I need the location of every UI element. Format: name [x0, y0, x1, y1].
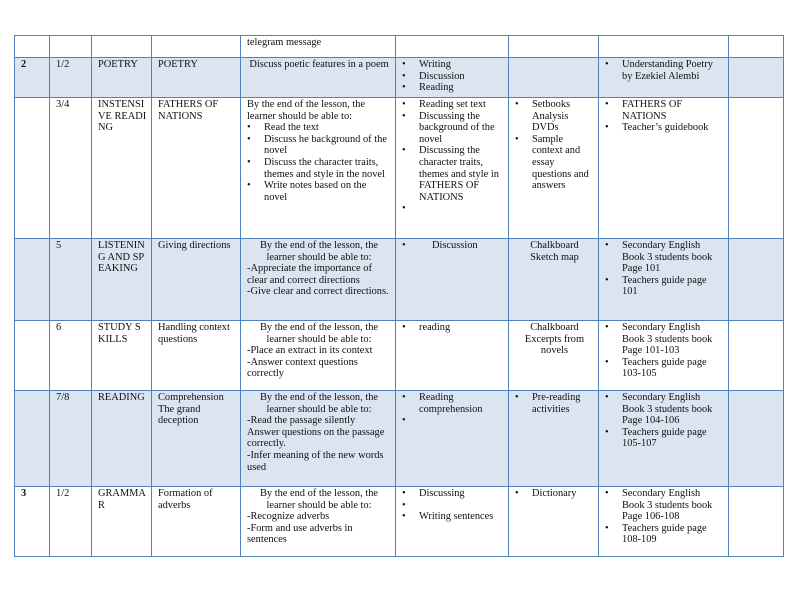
cell-remarks — [729, 36, 784, 58]
cell-remarks — [729, 239, 784, 321]
cell-week — [15, 36, 50, 58]
cell-text: Answer questions on the passage correctly. — [247, 426, 385, 450]
bullet-item: • Understanding Poetry by Ezekiel Alembi — [605, 59, 724, 82]
cell-activities — [396, 321, 509, 391]
cell-text: 1/2 — [56, 488, 70, 499]
cell-learning-aids — [509, 36, 599, 58]
cell-lesson — [50, 391, 92, 487]
bullet-item: • Teacher’s guidebook — [605, 122, 724, 134]
cell-subtopic — [152, 36, 241, 58]
cell-activities — [396, 36, 509, 58]
cell-text: 1/2 — [56, 59, 70, 70]
cell-text: -Answer context questions correctly — [247, 356, 358, 380]
cell-text: 7/8 — [56, 392, 70, 403]
cell-text: FATHERS OF NATIONS — [158, 99, 219, 122]
cell-text: 6 — [56, 322, 62, 333]
cell-text: 3/4 — [56, 99, 70, 110]
cell-remarks — [729, 487, 784, 557]
cell-text: By the end of the lesson, the learner should be able to: — [259, 488, 379, 511]
table-row — [15, 239, 784, 321]
cell-text: LISTENING AND SPEAKING — [98, 240, 145, 275]
cell-subtopic — [152, 98, 241, 239]
cell-learning-aids — [509, 239, 599, 321]
cell-text: Chalkboard Excerpts from novels — [524, 322, 585, 357]
bullet-item: • Teachers guide page 103-105 — [605, 357, 724, 380]
cell-lesson — [50, 487, 92, 557]
cell-activities — [396, 98, 509, 239]
bullet-item: • Write notes based on the novel — [247, 180, 391, 203]
bullet-item: • Teachers guide page 101 — [605, 275, 724, 298]
cell-text: Discuss poetic features in a poem — [249, 59, 389, 70]
bullet-item: • Teachers guide page 105-107 — [605, 427, 724, 450]
cell-text: STUDY SKILLS — [98, 322, 141, 345]
bullet-item: • Discuss he background of the novel — [247, 134, 391, 157]
cell-remarks — [729, 98, 784, 239]
bullet-item: • Reading — [402, 82, 504, 94]
cell-objectives — [241, 36, 396, 58]
cell-references — [599, 391, 729, 487]
bullet-item: • Discussion — [402, 240, 504, 252]
cell-lesson — [50, 98, 92, 239]
cell-learning-aids — [509, 98, 599, 239]
cell-text: Giving directions — [158, 240, 231, 251]
cell-references — [599, 239, 729, 321]
cell-references — [599, 36, 729, 58]
cell-text: POETRY — [158, 59, 198, 70]
cell-references — [599, 58, 729, 98]
cell-week — [15, 58, 50, 98]
cell-text: Comprehension The grand deception — [158, 392, 224, 427]
cell-text: READING — [98, 392, 145, 403]
bullet-item: • Reading set text — [402, 99, 504, 111]
cell-activities — [396, 487, 509, 557]
cell-text: -Recognize adverbs — [247, 511, 330, 523]
cell-text: INSTENSIVE READING — [98, 99, 147, 134]
bullet-item: • Secondary English Book 3 students book Page 104-106 — [605, 392, 724, 427]
bullet-item: • FATHERS OF NATIONS — [605, 99, 724, 122]
cell-text: 2 — [21, 59, 27, 70]
cell-subtopic — [152, 321, 241, 391]
cell-week — [15, 239, 50, 321]
cell-references — [599, 321, 729, 391]
bullet-item: • reading — [402, 322, 504, 334]
cell-learning-aids — [509, 321, 599, 391]
cell-text: -Infer meaning of the new words used — [247, 449, 384, 473]
cell-week — [15, 487, 50, 557]
cell-remarks — [729, 321, 784, 391]
bullet-item — [402, 500, 504, 512]
bullet-item: • Secondary English Book 3 students book Page 101-103 — [605, 322, 724, 357]
cell-topic — [92, 36, 152, 58]
cell-text: By the end of the lesson, the learner should be able to: — [247, 99, 366, 122]
cell-topic — [92, 321, 152, 391]
bullet-item: • Secondary English Book 3 students book Page 106-108 — [605, 488, 724, 523]
table-row — [15, 321, 784, 391]
cell-learning-aids — [509, 487, 599, 557]
table-row — [15, 36, 784, 58]
cell-objectives — [241, 58, 396, 98]
bullet-item: • Setbooks Analysis DVDs — [515, 99, 594, 134]
cell-text: -Read the passage silently — [247, 415, 356, 427]
bullet-item: • Teachers guide page 108-109 — [605, 523, 724, 546]
cell-objectives — [241, 321, 396, 391]
cell-text: Handling context questions — [158, 322, 230, 345]
cell-subtopic — [152, 58, 241, 98]
bullet-item — [402, 203, 504, 215]
cell-week — [15, 321, 50, 391]
cell-references — [599, 487, 729, 557]
table-row — [15, 98, 784, 239]
cell-topic — [92, 58, 152, 98]
cell-subtopic — [152, 239, 241, 321]
cell-activities — [396, 391, 509, 487]
cell-text: -Give clear and correct directions. — [247, 286, 389, 298]
cell-text: Chalkboard Sketch map — [530, 240, 579, 263]
cell-topic — [92, 239, 152, 321]
bullet-item: • Writing — [402, 59, 504, 71]
cell-text: telegram message — [247, 37, 322, 48]
cell-lesson — [50, 321, 92, 391]
bullet-item: • Reading comprehension — [402, 392, 504, 415]
cell-subtopic — [152, 391, 241, 487]
bullet-item: • Pre-reading activities — [515, 392, 594, 415]
cell-text: 5 — [56, 240, 62, 251]
cell-week — [15, 391, 50, 487]
cell-subtopic — [152, 487, 241, 557]
bullet-item: • Read the text — [247, 122, 391, 134]
cell-text: POETRY — [98, 59, 138, 70]
bullet-item: • Writing sentences — [402, 511, 504, 523]
cell-week — [15, 98, 50, 239]
cell-references — [599, 98, 729, 239]
bullet-item: • Discussing — [402, 488, 504, 500]
cell-activities — [396, 58, 509, 98]
bullet-item: • Discussion — [402, 71, 504, 83]
cell-objectives — [241, 391, 396, 487]
cell-objectives — [241, 98, 396, 239]
cell-remarks — [729, 58, 784, 98]
cell-text: GRAMMAR — [98, 488, 146, 511]
cell-remarks — [729, 391, 784, 487]
cell-text: 3 — [21, 488, 27, 499]
bullet-item: • Discussing the character traits, themes and style in FATHERS OF NATIONS — [402, 145, 504, 203]
cell-text: -Place an extract in its context — [247, 345, 373, 357]
cell-topic — [92, 98, 152, 239]
cell-text: Formation of adverbs — [158, 488, 213, 511]
table-row — [15, 58, 784, 98]
cell-topic — [92, 487, 152, 557]
cell-text: By the end of the lesson, the learner should be able to: — [259, 240, 379, 263]
bullet-item: • Secondary English Book 3 students book Page 101 — [605, 240, 724, 275]
scheme-of-work-table — [14, 35, 784, 557]
cell-topic — [92, 391, 152, 487]
cell-objectives — [241, 239, 396, 321]
cell-activities — [396, 239, 509, 321]
table-row — [15, 391, 784, 487]
cell-text: By the end of the lesson, the learner should be able to: — [259, 322, 379, 345]
cell-lesson — [50, 239, 92, 321]
cell-text: -Appreciate the importance of clear and correct directions — [247, 263, 372, 286]
bullet-item — [402, 415, 504, 427]
cell-learning-aids — [509, 58, 599, 98]
table-row — [15, 487, 784, 557]
cell-objectives — [241, 487, 396, 557]
bullet-item: • Dictionary — [515, 488, 594, 500]
cell-text: -Form and use adverbs in sentences — [247, 522, 353, 546]
cell-lesson — [50, 36, 92, 58]
bullet-item: • Sample context and essay questions and answers — [515, 134, 594, 192]
bullet-item: • Discussing the background of the novel — [402, 111, 504, 146]
cell-text: By the end of the lesson, the learner should be able to: — [259, 392, 379, 415]
cell-learning-aids — [509, 391, 599, 487]
cell-lesson — [50, 58, 92, 98]
bullet-item: • Discuss the character traits, themes and style in the novel — [247, 157, 391, 180]
